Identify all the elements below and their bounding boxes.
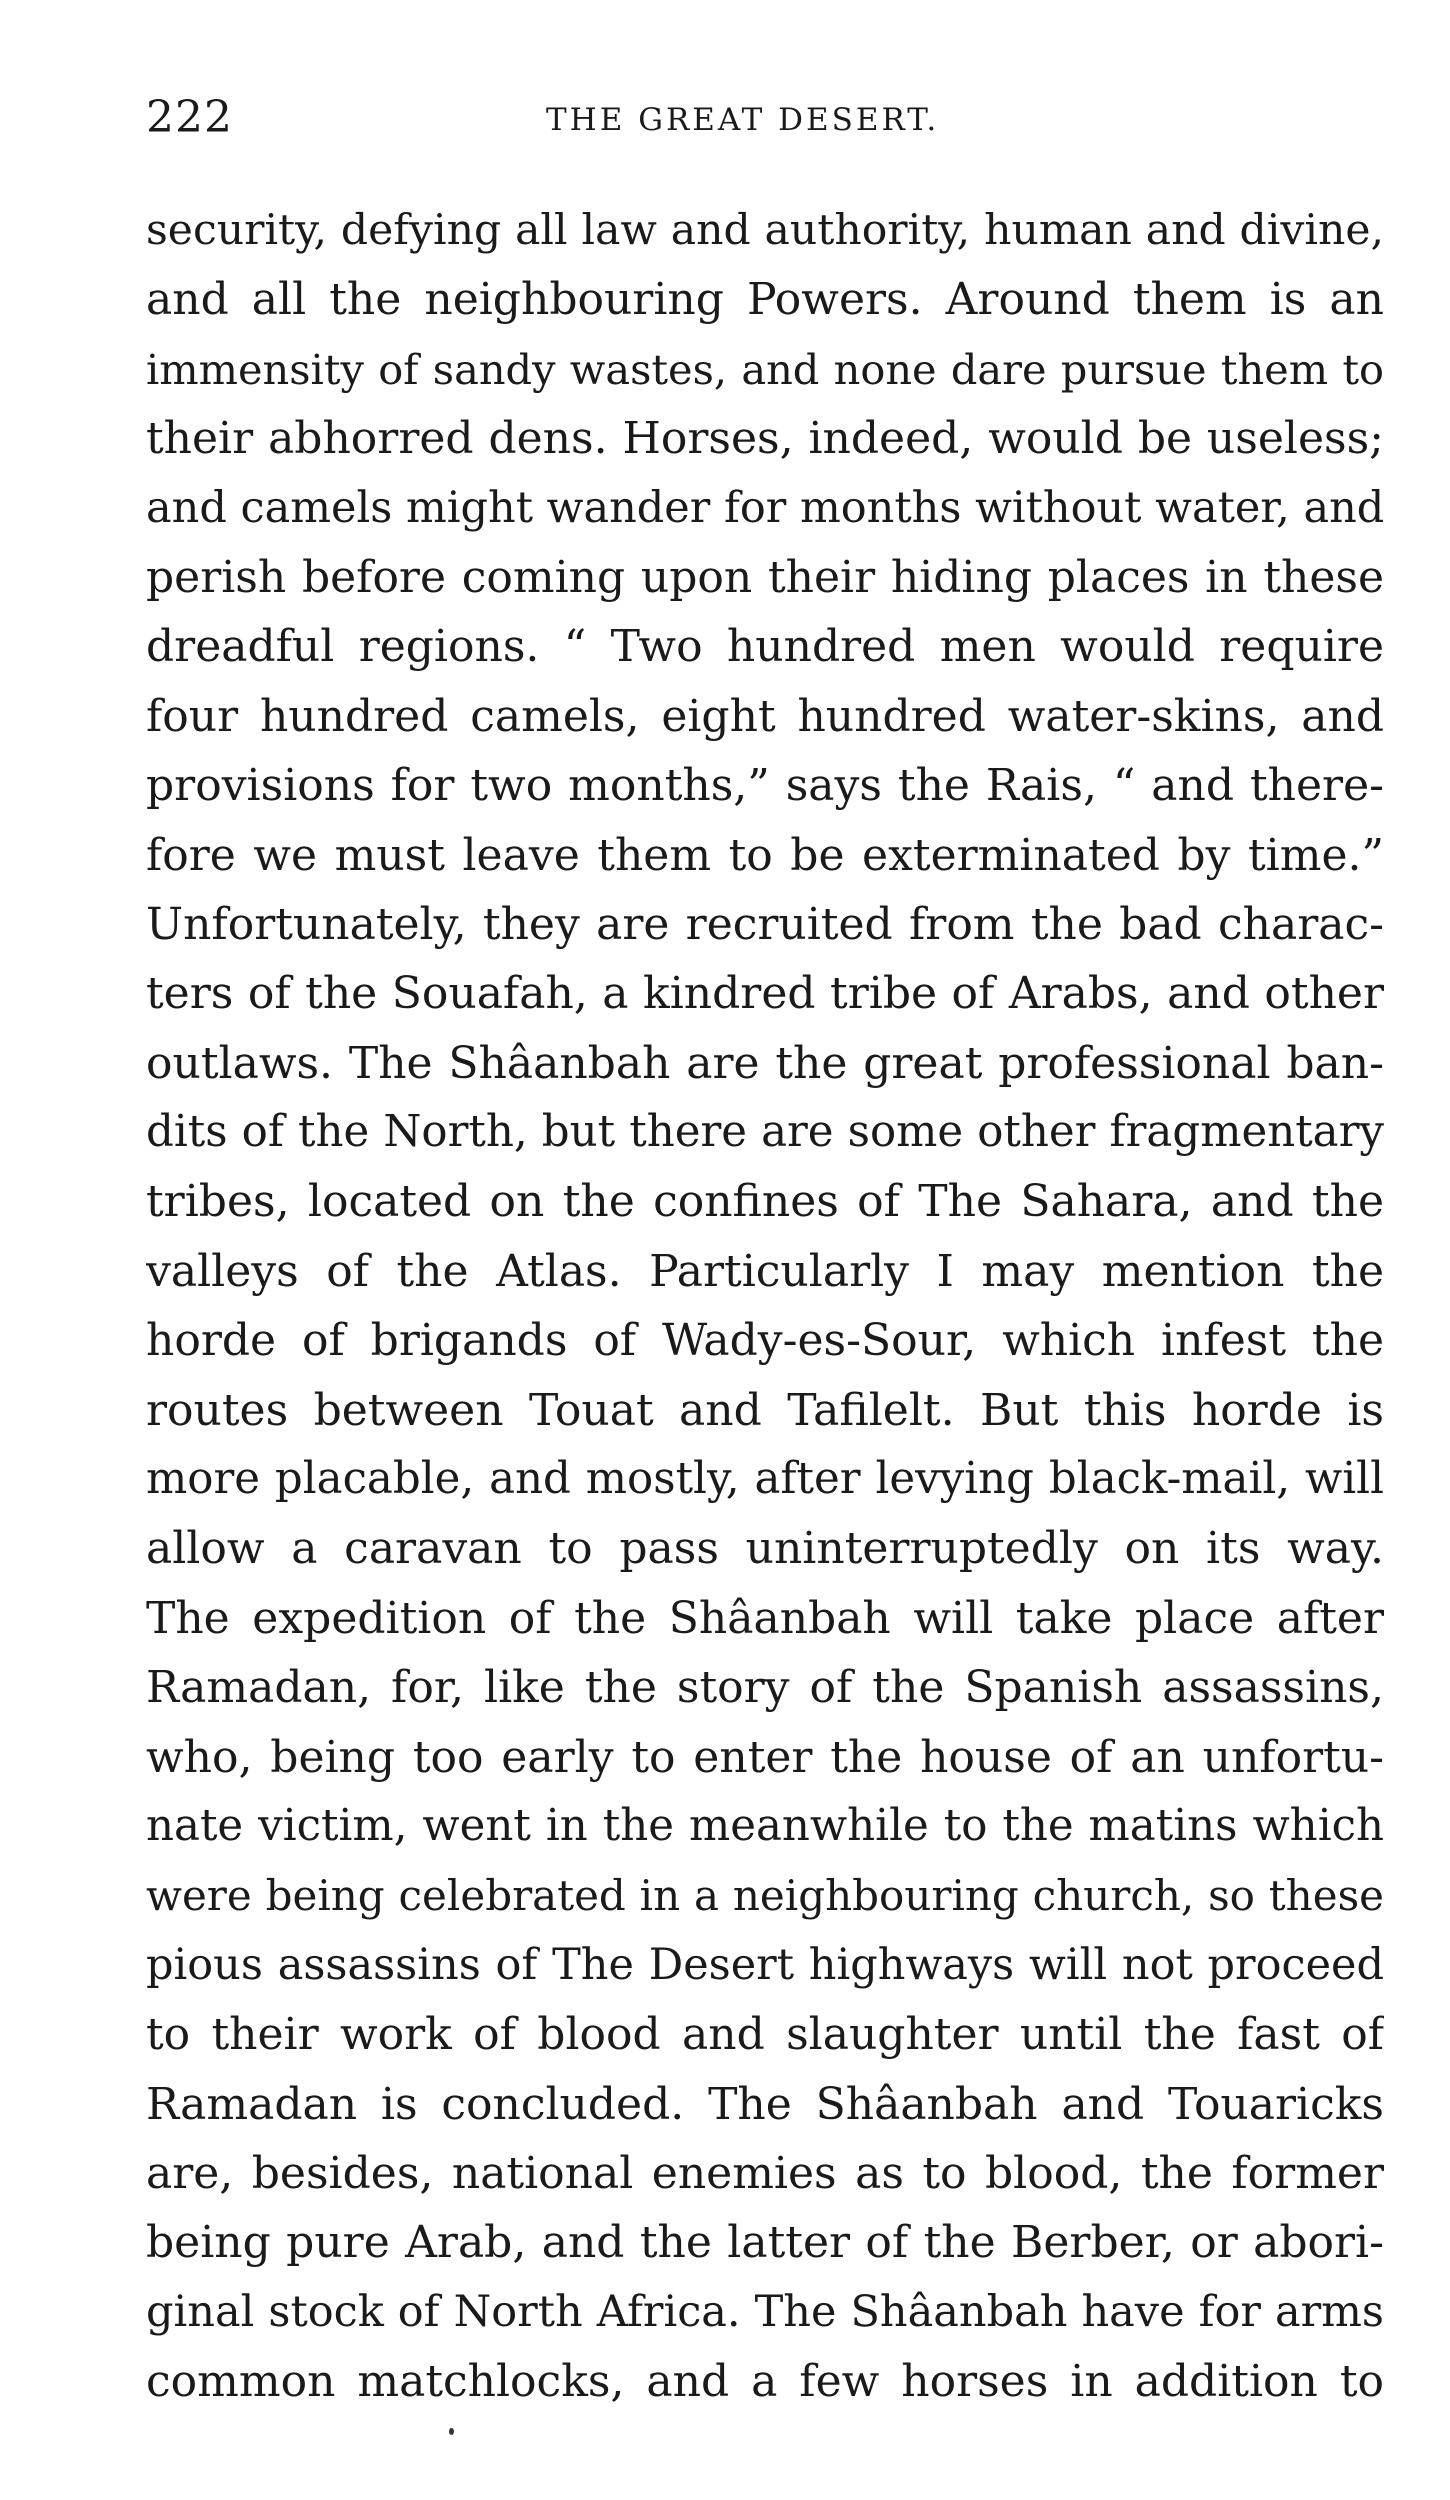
text-line: and all the neighbouring Powers. Around them is an xyxy=(146,274,1384,326)
text-line: Unfortunately, they are recruited from the bad charac- xyxy=(146,898,1384,950)
text-line: The expedition of the Shâanbah will take place after xyxy=(146,1592,1384,1644)
text-line: are, besides, national enemies as to blood, the former xyxy=(146,2147,1384,2199)
text-line: ters of the Souafah, a kindred tribe of Arabs, and other xyxy=(146,968,1384,1020)
text-line: their abhorred dens. Horses, indeed, would be useless; xyxy=(146,413,1384,465)
text-line: immensity of sandy wastes, and none dare pursue them to xyxy=(146,344,1384,394)
text-line: valleys of the Atlas. Particularly I may mention the xyxy=(146,1245,1384,1297)
text-line: allow a caravan to pass uninterruptedly on its way. xyxy=(146,1523,1384,1575)
text-line: were being celebrated in a neighbouring church, so these xyxy=(146,1871,1384,1921)
text-line: ginal stock of North Africa. The Shâanbah have for arms xyxy=(146,2286,1384,2337)
running-head xyxy=(146,92,1386,152)
text-line: fore we must leave them to be exterminated by time.” xyxy=(146,829,1384,881)
text-line: Ramadan is concluded. The Shâanbah and Touaricks xyxy=(146,2078,1384,2130)
body-text xyxy=(146,196,1384,2417)
text-line: dreadful regions. “ Two hundred men would require xyxy=(146,621,1384,673)
page-number: 222 xyxy=(146,92,233,143)
text-line: outlaws. The Shâanbah are the great professional ban- xyxy=(146,1037,1384,1089)
text-line: more placable, and mostly, after levying black-mail, will xyxy=(146,1454,1384,1505)
text-line: pious assassins of The Desert highways will not proceed xyxy=(146,1939,1384,1990)
text-line: security, defying all law and authority, human and divine, xyxy=(146,206,1384,255)
print-speck xyxy=(449,2428,454,2435)
text-line: nate victim, went in the meanwhile to the matins which xyxy=(146,1800,1384,1851)
text-line: tribes, located on the confines of The Sahara, and the xyxy=(146,1176,1384,1228)
text-line: four hundred camels, eight hundred water-skins, and xyxy=(146,690,1384,742)
text-line: horde of brigands of Wady-es-Sour, which infest the xyxy=(146,1315,1384,1367)
text-line: provisions for two months,” says the Rais, “ and there- xyxy=(146,760,1384,812)
text-line: dits of the North, but there are some other fragmentary xyxy=(146,1107,1384,1158)
text-line: Ramadan, for, like the story of the Spanish assassins, xyxy=(146,1662,1384,1714)
text-line: and camels might wander for months without water, and xyxy=(146,482,1384,533)
text-line: perish before coming upon their hiding places in these xyxy=(146,551,1384,603)
text-line: routes between Touat and Tafilelt. But this horde is xyxy=(146,1384,1384,1436)
text-line: to their work of blood and slaughter until the fast of xyxy=(146,2009,1384,2061)
text-line: who, being too early to enter the house of an unfortu- xyxy=(146,1731,1384,1783)
running-title: THE GREAT DESERT. xyxy=(546,102,940,138)
text-line: common matchlocks, and a few horses in addition to xyxy=(146,2356,1384,2408)
text-line: being pure Arab, and the latter of the Berber, or abori- xyxy=(146,2217,1384,2269)
